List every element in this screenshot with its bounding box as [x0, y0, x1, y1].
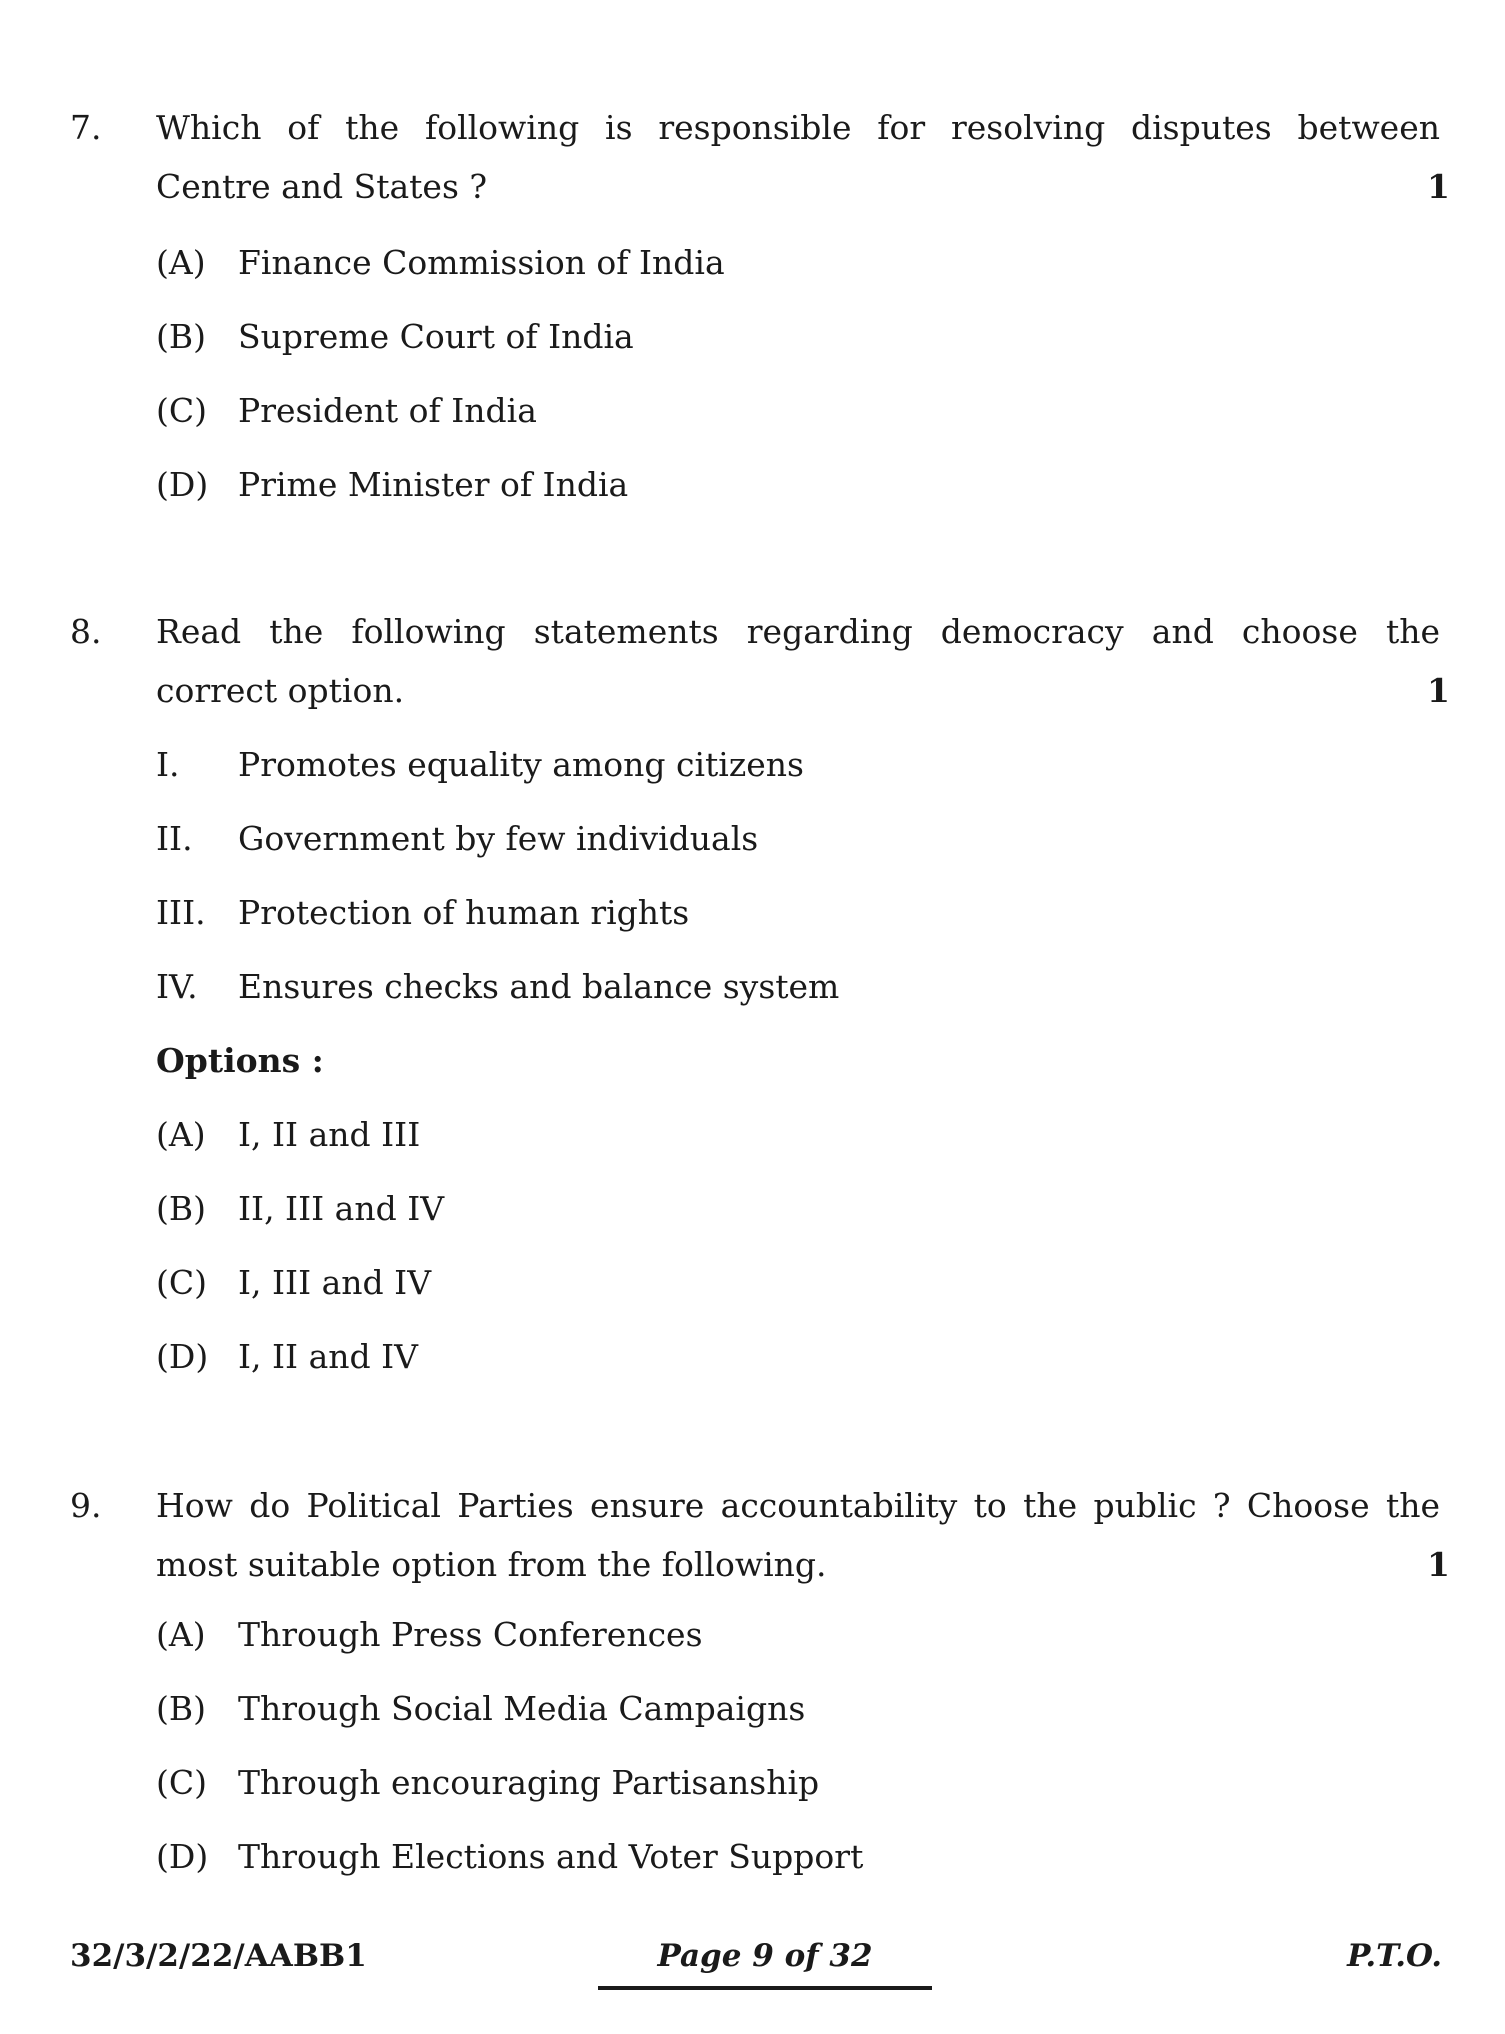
question-9	[70, 1476, 1450, 1876]
statement-label: I.	[156, 745, 180, 784]
option-c	[156, 1246, 1356, 1320]
options-list	[156, 226, 1356, 522]
statement-label: II.	[156, 819, 193, 858]
question-stem	[70, 602, 1450, 720]
question-text-line1: Read the following statements regarding democracy and choose the	[156, 612, 1440, 651]
option-d	[156, 1820, 1356, 1894]
option-text: I, III and IV	[238, 1263, 432, 1302]
statement-text: Promotes equality among citizens	[238, 745, 804, 784]
option-b	[156, 1672, 1356, 1746]
option-label: (D)	[156, 1337, 209, 1376]
question-stem	[70, 98, 1450, 216]
question-marks: 1	[1427, 671, 1450, 710]
statement-text: Ensures checks and balance system	[238, 967, 840, 1006]
statement-iii	[156, 876, 1356, 950]
option-label: (B)	[156, 1189, 206, 1228]
statements-list	[156, 728, 1356, 1394]
option-c	[156, 374, 1356, 448]
question-text-line2: Centre and States ?	[156, 167, 488, 206]
question-7	[70, 98, 1450, 504]
question-number: 7.	[70, 108, 102, 147]
option-label: (C)	[156, 1763, 207, 1802]
option-label: (B)	[156, 317, 206, 356]
statement-label: III.	[156, 893, 206, 932]
page-number: Page 9 of 32	[598, 1926, 932, 1990]
option-d	[156, 448, 1356, 522]
statement-label: IV.	[156, 967, 198, 1006]
option-b	[156, 1172, 1356, 1246]
option-label: (D)	[156, 465, 209, 504]
options-list	[156, 1598, 1356, 1894]
question-text-line1: Which of the following is responsible for resolving disputes between	[156, 108, 1440, 147]
option-text: Prime Minister of India	[238, 465, 629, 504]
question-stem	[70, 1476, 1450, 1594]
option-c	[156, 1746, 1356, 1820]
page-footer	[70, 1926, 1442, 1986]
statement-i	[156, 728, 1356, 802]
option-text: I, II and IV	[238, 1337, 418, 1376]
option-d	[156, 1320, 1356, 1394]
statement-ii	[156, 802, 1356, 876]
option-text: Supreme Court of India	[238, 317, 634, 356]
question-text-line2: correct option.	[156, 671, 405, 710]
question-8	[70, 602, 1450, 1376]
question-marks: 1	[1427, 1545, 1450, 1584]
option-text: I, II and III	[238, 1115, 421, 1154]
option-label: (A)	[156, 1615, 206, 1654]
paper-code: 32/3/2/22/AABB1	[70, 1938, 367, 1974]
pto-note: P.T.O.	[1347, 1938, 1442, 1974]
statement-iv	[156, 950, 1356, 1024]
question-text	[156, 98, 1440, 216]
option-text: Through Social Media Campaigns	[238, 1689, 806, 1728]
option-text: Through Elections and Voter Support	[238, 1837, 864, 1876]
option-label: (B)	[156, 1689, 206, 1728]
option-a	[156, 1598, 1356, 1672]
option-label: (C)	[156, 1263, 207, 1302]
question-number: 9.	[70, 1486, 102, 1525]
option-text: President of India	[238, 391, 537, 430]
option-label: (A)	[156, 243, 206, 282]
question-text	[156, 1476, 1440, 1594]
options-heading: Options :	[156, 1041, 324, 1080]
option-a	[156, 226, 1356, 300]
option-label: (A)	[156, 1115, 206, 1154]
option-text: Through Press Conferences	[238, 1615, 703, 1654]
option-label: (C)	[156, 391, 207, 430]
option-a	[156, 1098, 1356, 1172]
question-text	[156, 602, 1440, 720]
option-text: Finance Commission of India	[238, 243, 725, 282]
statement-text: Protection of human rights	[238, 893, 690, 932]
question-text-line2: most suitable option from the following.	[156, 1545, 827, 1584]
question-text-line1: How do Political Parties ensure accountability to the public ? Choose the	[156, 1486, 1440, 1525]
question-marks: 1	[1427, 167, 1450, 206]
option-label: (D)	[156, 1837, 209, 1876]
question-number: 8.	[70, 612, 102, 651]
option-text: Through encouraging Partisanship	[238, 1763, 820, 1802]
option-text: II, III and IV	[238, 1189, 445, 1228]
statement-text: Government by few individuals	[238, 819, 759, 858]
option-b	[156, 300, 1356, 374]
